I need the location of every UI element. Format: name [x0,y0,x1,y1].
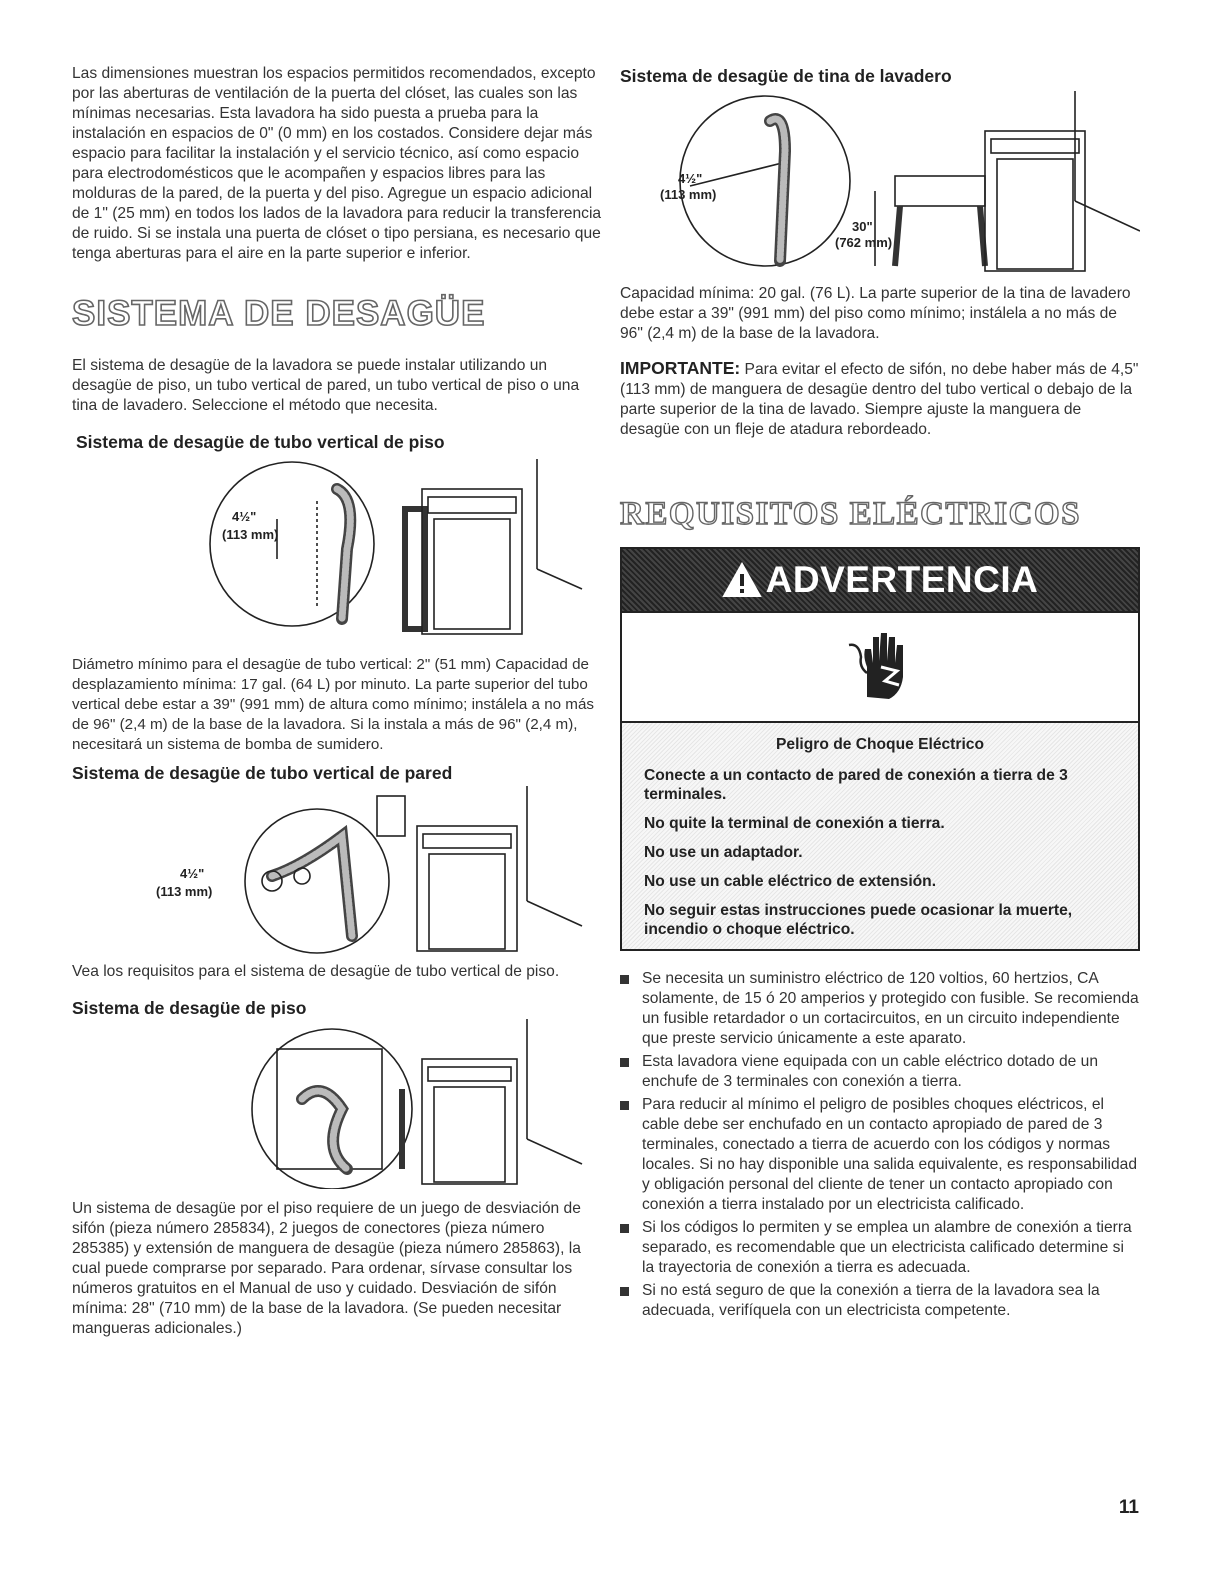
wall-standpipe-illustration [72,786,592,956]
detail-circle [245,809,389,953]
list-item: Esta lavadora viene equipada con un cable eléctrico dotado de un enchufe de 3 terminales con conexión a tierra. [620,1052,1140,1092]
electrical-bullets [620,969,1140,1321]
warning-line: Conecte a un contacto de pared de conexión a tierra de 3 terminales. [644,767,1068,803]
drain-system-title: SISTEMA DE DESAGÜE [72,294,486,333]
warning-box [620,547,1140,951]
warning-line: No use un cable eléctrico de extensión. [644,873,937,890]
floor-standpipe-dim-mm: (113 mm) [222,527,279,542]
laundry-tub-dim-mm: (113 mm) [660,187,717,202]
important-note [620,358,1140,440]
warning-line: No quite la terminal de conexión a tierra. [644,815,945,832]
laundry-tub-illustration [620,91,1140,276]
laundry-tub-text: Capacidad mínima: 20 gal. (76 L). La parte superior de la tina de lavadero debe estar a 39" (991 mm) del piso como mínimo; instálela a no más de 96" (2,4 m) de la base de la lavadora. [620,285,1131,342]
wall-standpipe-heading: Sistema de desagüe de tubo vertical de pared [72,763,453,783]
floor-drain-illustration [72,1019,592,1189]
list-item: Se necesita un suministro eléctrico de 120 voltios, 60 hertzios, CA solamente, de 15 ó 20 amperios y protegido con fusible. Se recomienda un fusible retardador o un cortacircuitos, en un circuito independiente que preste servicio únicamente a este aparato. [620,969,1140,1049]
floor-standpipe-illustration [72,459,592,649]
floor-drain-heading: Sistema de desagüe de piso [72,998,307,1018]
laundry-tub-height-in: 30" [852,219,873,234]
wall-standpipe-dim-mm: (113 mm) [156,884,213,899]
floor-drain-text: Un sistema de desagüe por el piso requiere de un juego de desviación de sifón (pieza número 285834), 2 juegos de conectores (pieza número 285385) y extensión de manguera de desagüe (pieza número 285863), la cual puede comprarse por separado. Para ordenar, sírvase consultar los números gratuitos en el Manual de uso y cuidado. Desviación de sifón mínima: 28" (710 mm) de la base de la lavadora. (Se pueden necesitar mangueras adicionales.) [72,1200,581,1337]
electrical-requirements-title: REQUISITOS ELÉCTRICOS [620,496,1081,532]
important-text: Para evitar el efecto de sifón, no debe haber más de 4,5" (113 mm) de manguera de desagüe dentro del tubo vertical o debajo de la parte superior de la tina de lavado. Siempre ajuste la manguera de desagüe con un fleje de atadura rebordeado. [620,361,1139,438]
detail-circle [252,1029,412,1189]
wall-standpipe-text: Vea los requisitos para el sistema de desagüe de tubo vertical de piso. [72,963,560,980]
right-column [620,66,1140,1324]
warning-header-text: ADVERTENCIA [765,559,1039,600]
warning-title: Peligro de Choque Eléctrico [776,736,984,753]
floor-standpipe-heading: Sistema de desagüe de tubo vertical de piso [76,432,445,452]
warning-triangle-icon [722,562,762,598]
floor-standpipe-dim-in: 4½" [232,509,257,524]
floor-standpipe-text: Diámetro mínimo para el desagüe de tubo vertical: 2" (51 mm) Capacidad de desplazamiento mínima: 17 gal. (64 L) por minuto. La parte superior del tubo vertical debe estar a 39" (991 mm) de altura como mínimo; instálela a no más de 96" (2,4 m) de la base de la lavadora. Si la instala a más de 96" (2,4 m), necesitará un sistema de bomba de sumidero. [72,656,595,753]
warning-line: No use un adaptador. [644,844,803,861]
left-column [72,64,602,1339]
laundry-tub-heading: Sistema de desagüe de tina de lavadero [620,66,952,86]
laundry-tub-height-mm: (762 mm) [835,235,893,250]
warning-icon-row [622,611,1138,723]
important-label: IMPORTANTE: [620,358,741,378]
warning-body [622,723,1138,949]
page-number: 11 [1118,1497,1139,1518]
wall-standpipe-dim-in: 4½" [180,866,205,881]
drain-intro-paragraph: El sistema de desagüe de la lavadora se puede instalar utilizando un desagüe de piso, un tubo vertical de pared, un tubo vertical de piso o una tina de lavadero. Seleccione el método que necesita. [72,357,580,414]
electric-shock-hand-icon [845,627,915,707]
list-item: Para reducir al mínimo el peligro de posibles choques eléctricos, el cable debe ser enchufado en un contacto apropiado de pared de 3 terminales, conectado a tierra de acuerdo con los códigos y normas locales. Si no hay disponible una salida equivalente, es responsabilidad y obligación personal del cliente de tener un contacto apropiado con conexión a tierra instalado por un electricista calificado. [620,1095,1140,1215]
list-item: Si no está seguro de que la conexión a tierra de la lavadora sea la adecuada, verifíquela con un electricista competente. [620,1281,1140,1321]
warning-line: No seguir estas instrucciones puede ocasionar la muerte, incendio o choque eléctrico. [644,902,1073,938]
intro-paragraph: Las dimensiones muestran los espacios permitidos recomendados, excepto por las aberturas de ventilación de la puerta del clóset, las cuales son las mínimas necesarias. Esta lavadora ha sido puesta a prueba para la instalación en espacios de 0" (0 mm) en los costados. Considere dejar más espacio para facilitar la instalación y el servicio técnico, así como espacio para electrodomésticos que le acompañen y espacios libres para las molduras de la pared, de la puerta y del piso. Agregue un espacio adicional de 1" (25 mm) en todos los lados de la lavadora para reducir la transferencia de ruido. Si se instala una puerta de clóset o tipo persiana, es necesario que tenga aberturas para el aire en la parte superior e inferior. [72,65,602,262]
warning-header [622,549,1138,611]
laundry-tub-dim-in: 4½" [678,171,703,186]
list-item: Si los códigos lo permiten y se emplea un alambre de conexión a tierra separado, es recomendable que un electricista calificado determine si la trayectoria de conexión a tierra es adecuada. [620,1218,1140,1278]
